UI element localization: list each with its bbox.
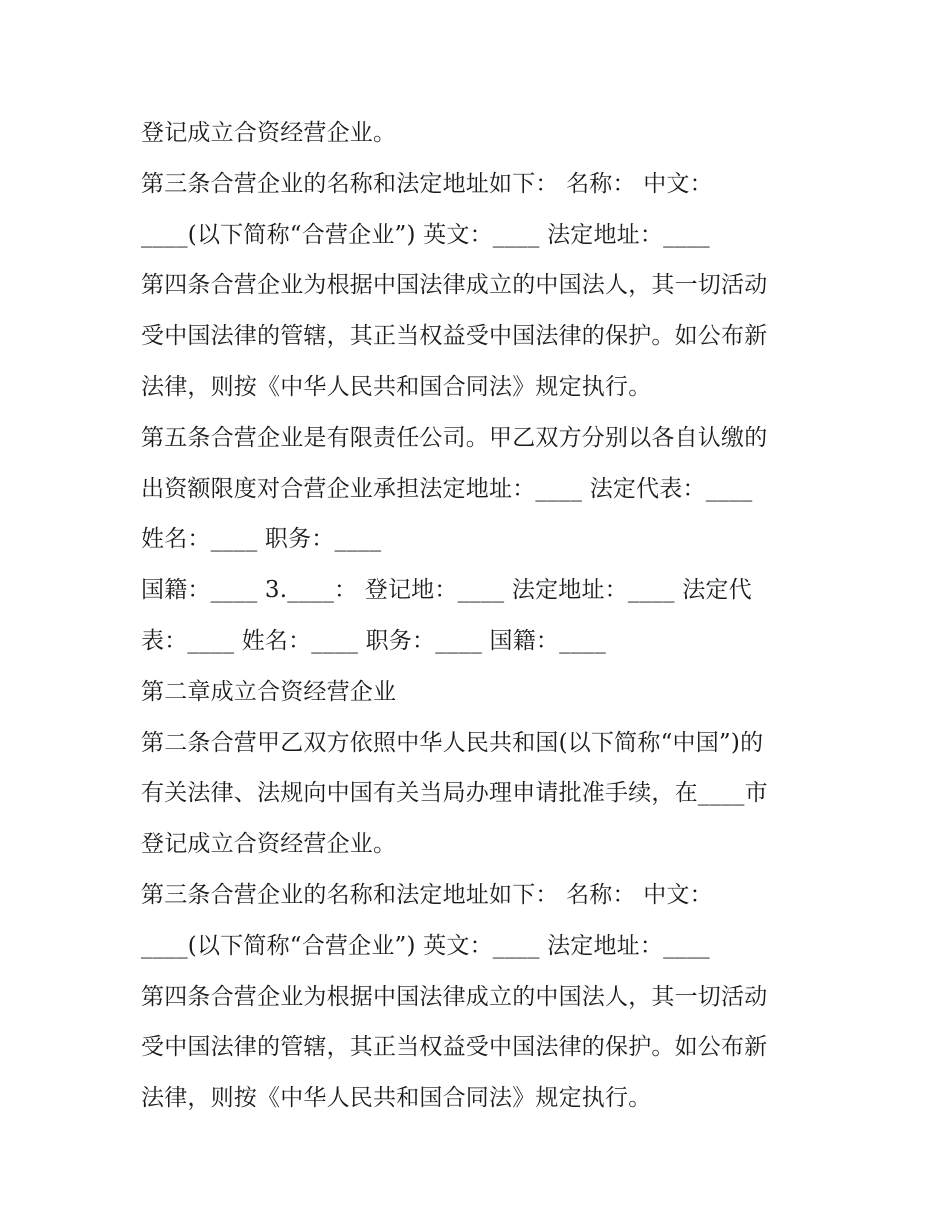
- text-line: 登记成立合资经营企业。: [141, 831, 397, 858]
- text-line: ____(以下简称“合营企业”) 英文：____ 法定地址：____: [141, 221, 710, 248]
- text-line: 第四条合营企业为根据中国法律成立的中国法人，其一切活动: [141, 983, 768, 1010]
- text-line: 姓名：____ 职务：____: [141, 526, 382, 553]
- text-line: ____(以下简称“合营企业”) 英文：____ 法定地址：____: [141, 932, 710, 959]
- text-line: 法律，则按《中华人民共和国合同法》规定执行。: [141, 373, 652, 400]
- text-line: 登记成立合资经营企业。: [141, 120, 397, 146]
- text-line: 有关法律、法规向中国有关当局办理申请批准手续，在____市: [141, 780, 768, 807]
- chapter-heading: 第二章成立合资经营企业: [141, 678, 397, 705]
- text-line: 第二条合营甲乙双方依照中华人民共和国(以下简称“中国”)的: [141, 729, 764, 756]
- text-line: 受中国法律的管辖，其正当权益受中国法律的保护。如公布新: [141, 1034, 768, 1061]
- text-line: 第三条合营企业的名称和法定地址如下： 名称： 中文：: [141, 881, 713, 908]
- text-line: 法律，则按《中华人民共和国合同法》规定执行。: [141, 1085, 652, 1112]
- text-line: 表：____ 姓名：____ 职务：____ 国籍：____: [141, 627, 606, 654]
- text-line: 第五条合营企业是有限责任公司。甲乙双方分别以各自认缴的: [141, 424, 768, 451]
- text-line: 国籍：____ 3.____： 登记地：____ 法定地址：____ 法定代: [141, 577, 752, 604]
- text-line: 出资额限度对合营企业承担法定地址：____ 法定代表：____: [141, 475, 753, 502]
- document-body: [141, 108, 821, 1124]
- text-line: 第四条合营企业为根据中国法律成立的中国法人，其一切活动: [141, 272, 768, 299]
- text-line: 受中国法律的管辖，其正当权益受中国法律的保护。如公布新: [141, 323, 768, 350]
- text-line: 第三条合营企业的名称和法定地址如下： 名称： 中文：: [141, 170, 713, 197]
